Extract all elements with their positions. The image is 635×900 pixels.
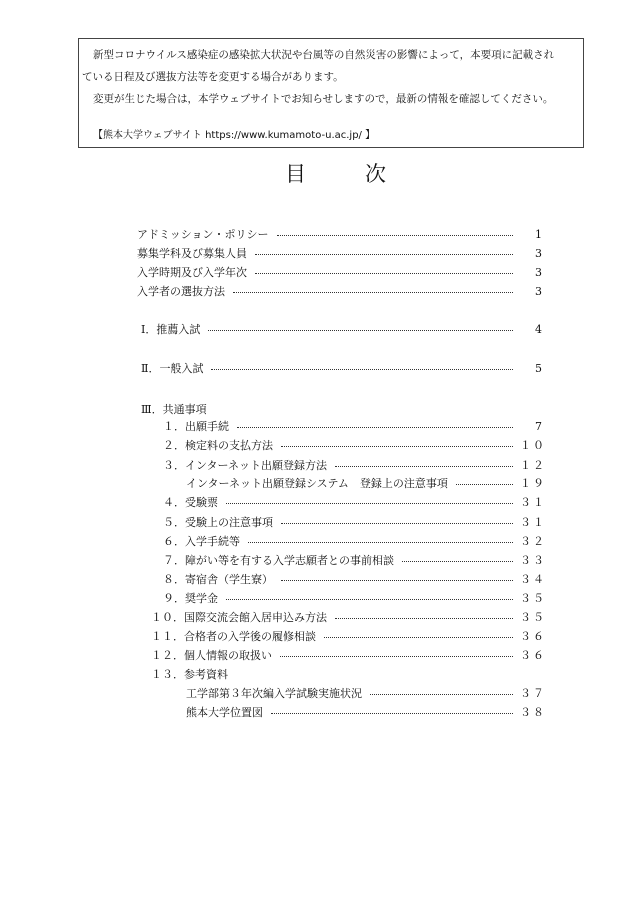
toc-entry[interactable] [141,320,544,338]
toc-entry[interactable] [137,263,544,281]
toc-leader [226,503,513,504]
toc-leader [281,523,513,524]
toc-page: ３５ [520,611,546,624]
title-char-1: 目 [285,162,306,186]
toc-entry[interactable] [163,513,544,531]
toc-page: １２ [520,459,546,472]
toc-page: １９ [520,477,546,490]
toc-leader [281,580,513,581]
toc-entry[interactable] [151,608,544,626]
toc-entry[interactable] [137,225,544,243]
toc-leader [237,427,513,428]
toc-page: ３１ [520,496,546,509]
toc-leader [277,235,513,236]
toc-subsection-heading: １３．参考資料 [151,668,228,681]
toc-leader [255,254,513,255]
toc-label: １２．個人情報の取扱い [151,649,272,662]
toc-leader [335,466,513,467]
toc-entry[interactable] [163,417,544,435]
toc-page: １０ [520,439,546,452]
toc-label: １．出願手続 [163,420,229,433]
toc-leader [370,694,513,695]
toc-leader [233,292,513,293]
toc-label: ８．寄宿舎（学生寮） [163,573,273,586]
toc-leader [211,369,513,370]
toc-entry[interactable] [163,551,544,569]
toc-page: ３２ [520,535,546,548]
toc-label: ４．受験票 [163,496,218,509]
toc-leader [324,637,513,638]
toc-entry[interactable] [151,627,544,645]
notice-line-2: ている日程及び選抜方法等を変更する場合があります。 [82,71,344,83]
toc-label: ６．入学手続等 [163,535,240,548]
toc-page: 3 [535,246,544,260]
toc-label: 入学者の選抜方法 [137,285,225,298]
toc-entry[interactable] [163,436,544,454]
toc-label: １１．合格者の入学後の履修相談 [151,630,316,643]
notice-line-1: 新型コロナウイルス感染症の感染拡大状況や台風等の自然災害の影響によって，本要項に記載され [93,49,555,61]
toc-page: ３６ [520,630,546,643]
toc-label: ３．インターネット出願登録方法 [163,459,328,472]
toc-page: ３８ [520,706,546,719]
toc-page: 3 [535,284,544,298]
toc-entry[interactable] [163,589,544,607]
toc-section-heading: Ⅲ．共通事項 [141,403,207,416]
toc-label: １０．国際交流会館入居申込み方法 [151,611,327,624]
toc-entry[interactable] [186,474,544,492]
toc-label: インターネット出願登録システム 登録上の注意事項 [186,477,448,490]
toc-label: Ⅰ．推薦入試 [141,323,201,336]
toc-entry[interactable] [163,532,544,550]
toc-label: ９．奨学金 [163,592,218,605]
toc-label: ５．受験上の注意事項 [163,516,273,529]
toc-page: ３１ [520,516,546,529]
toc-entry[interactable] [186,703,544,721]
toc-page: 5 [535,361,544,375]
toc-leader [226,599,513,600]
toc-entry[interactable] [151,646,544,664]
toc-label: ７．障がい等を有する入学志願者との事前相談 [163,554,394,567]
toc-label: ２．検定料の支払方法 [163,439,273,452]
toc-leader [456,484,513,485]
toc-page: ３３ [520,554,546,567]
toc-leader [281,446,513,447]
toc-entry[interactable] [186,684,544,702]
toc-label: 工学部第３年次編入学試験実施状況 [186,687,362,700]
toc-entry[interactable] [163,570,544,588]
toc-label: アドミッション・ポリシー [137,228,269,241]
toc-label: 入学時期及び入学年次 [137,266,247,279]
toc-leader [208,330,513,331]
notice-website[interactable]: 【熊本大学ウェブサイト https://www.kumamoto-u.ac.jp/ 】 [93,130,376,141]
notice-line-3: 変更が生じた場合は，本学ウェブサイトでお知らせしますので，最新の情報を確認してください。 [93,93,554,105]
toc-page: 1 [535,227,544,241]
toc-page: 3 [535,265,544,279]
toc-page: ３５ [520,592,546,605]
toc-entry[interactable] [137,282,544,300]
toc-page: 7 [535,419,544,433]
toc-label: Ⅱ．一般入試 [141,362,204,375]
toc-leader [255,273,513,274]
toc-page: ３４ [520,573,546,586]
toc-label: 募集学科及び募集人員 [137,247,247,260]
toc-leader [280,656,513,657]
toc-leader [402,561,513,562]
title-char-2: 次 [365,162,386,186]
toc-entry[interactable] [163,493,544,511]
toc-leader [248,542,513,543]
toc-label: 熊本大学位置図 [186,706,263,719]
toc-entry[interactable] [163,456,544,474]
toc-leader [271,713,513,714]
toc-page: ３７ [520,687,546,700]
toc-entry[interactable] [137,244,544,262]
toc-page: 4 [535,322,544,336]
toc-page: ３６ [520,649,546,662]
toc-leader [335,618,513,619]
toc-entry[interactable] [141,359,544,377]
